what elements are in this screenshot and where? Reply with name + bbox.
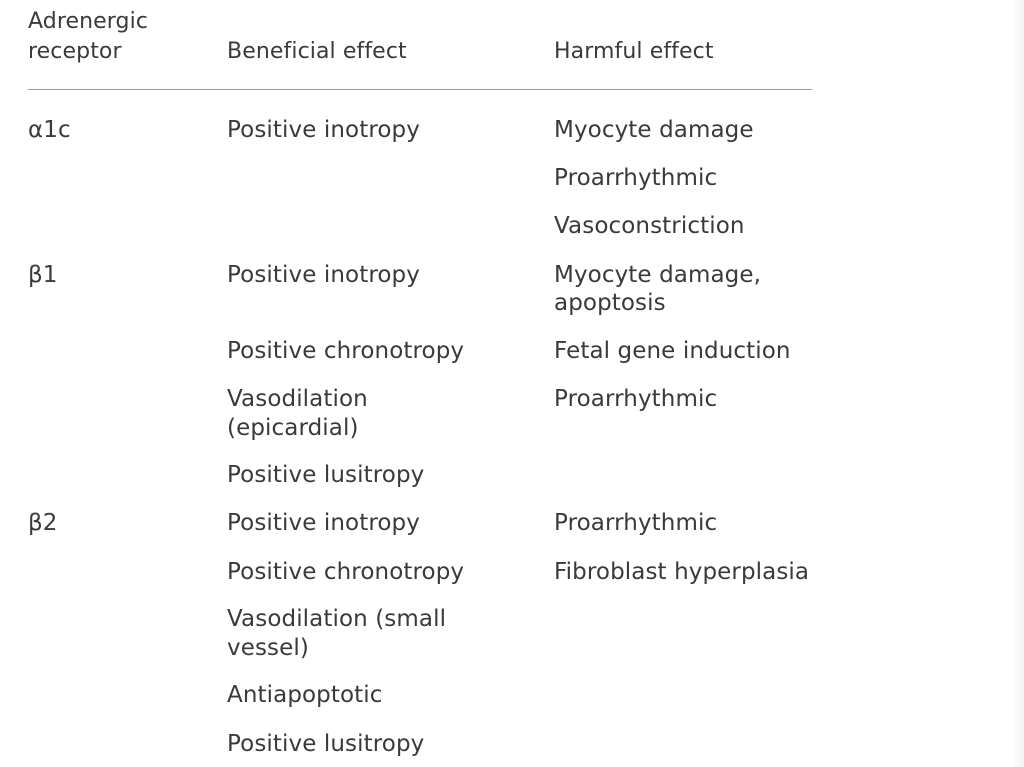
header-harmful: Harmful effect	[554, 39, 714, 64]
harmful-effect: Vasoconstriction	[554, 213, 745, 239]
harmful-effect: Myocyte damage	[554, 117, 754, 143]
beneficial-effect: Positive inotropy	[227, 117, 420, 143]
beneficial-effect: Positive chronotropy	[227, 559, 465, 585]
beneficial-effect: Antiapoptotic	[227, 682, 383, 708]
harmful-effect: Proarrhythmic	[554, 510, 718, 536]
beneficial-effect: Positive inotropy	[227, 510, 420, 536]
beneficial-effect-line2: (epicardial)	[227, 415, 359, 441]
receptor-beta1: β1	[28, 262, 58, 288]
beneficial-effect: Positive chronotropy	[227, 338, 465, 364]
header-receptor-line2: receptor	[28, 39, 122, 64]
beneficial-effect-line2: vessel)	[227, 635, 309, 661]
harmful-effect: Fetal gene induction	[554, 338, 791, 364]
page-edge-shadow	[1012, 0, 1024, 767]
beneficial-effect: Positive lusitropy	[227, 731, 425, 757]
harmful-effect-line1: Myocyte damage,	[554, 262, 762, 288]
header-receptor-line1: Adrenergic	[28, 9, 149, 34]
header-beneficial: Beneficial effect	[227, 39, 407, 64]
receptor-beta2: β2	[28, 510, 58, 536]
harmful-effect-line2: apoptosis	[554, 290, 666, 316]
header-divider	[28, 89, 812, 90]
harmful-effect: Fibroblast hyperplasia	[554, 559, 810, 585]
receptor-alpha1c: α1c	[28, 117, 71, 143]
beneficial-effect-line1: Vasodilation	[227, 386, 368, 412]
beneficial-effect-line1: Vasodilation (small	[227, 606, 447, 632]
harmful-effect: Proarrhythmic	[554, 165, 718, 191]
harmful-effect: Proarrhythmic	[554, 386, 718, 412]
beneficial-effect: Positive inotropy	[227, 262, 420, 288]
beneficial-effect: Positive lusitropy	[227, 462, 425, 488]
